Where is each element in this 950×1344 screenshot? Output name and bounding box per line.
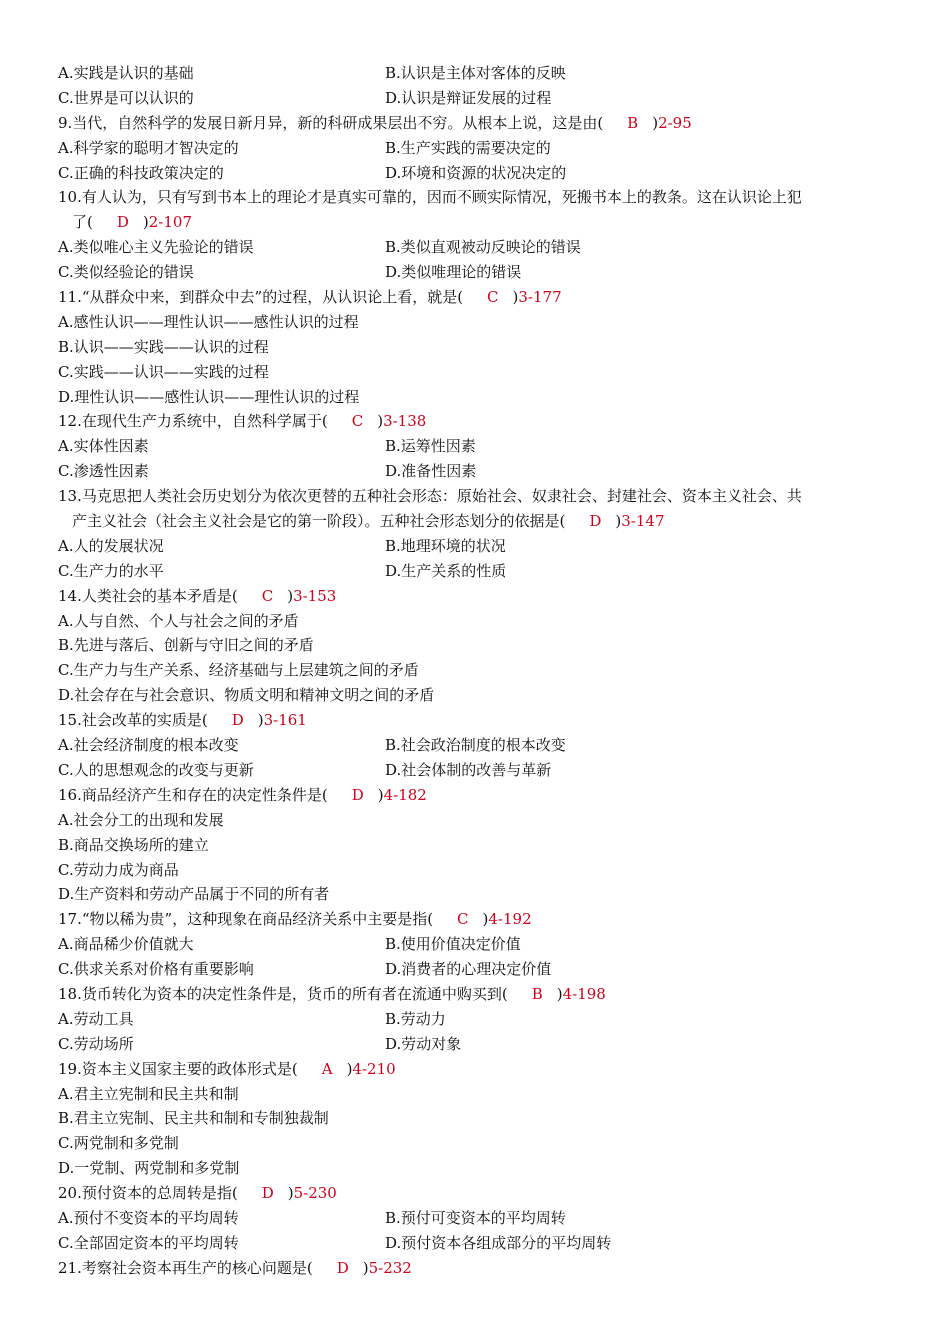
answer-letter: C	[457, 910, 469, 929]
question-stem	[58, 409, 898, 434]
answer-letter: D	[336, 1258, 349, 1277]
option-row	[58, 808, 898, 833]
option-item: C.正确的科技政策决定的	[58, 163, 224, 182]
question-text: 13.马克思把人类社会历史划分为依次更替的五种社会形态：原始社会、奴隶社会、封建社会、资本主义社会、共	[58, 487, 802, 506]
option-item: A.实体性因素	[58, 437, 149, 456]
option-item: A.社会经济制度的根本改变	[58, 736, 239, 755]
page-reference: 3-177	[518, 288, 562, 307]
answer-letter: C	[351, 412, 364, 431]
option-row	[58, 434, 898, 459]
close-paren: )	[556, 984, 563, 1003]
question-stem	[58, 783, 898, 808]
question-list	[58, 111, 898, 1281]
exam-page	[58, 61, 898, 1281]
answer-letter: D	[589, 512, 602, 531]
page-reference: 5-232	[368, 1258, 412, 1277]
question-text: 17.“物以稀为贵”，这种现象在商品经济关系中主要是指(	[58, 910, 434, 929]
question-stem	[58, 708, 898, 733]
option-c: C.世界是可以认识的	[58, 88, 194, 107]
option-item: A.社会分工的出现和发展	[58, 810, 224, 829]
question-stem	[58, 484, 898, 509]
close-paren: )	[482, 910, 489, 929]
page-reference: 3-147	[621, 512, 665, 531]
close-paren: )	[362, 1258, 369, 1277]
option-row	[58, 534, 898, 559]
close-paren: )	[142, 213, 149, 232]
option-item: D.理性认识——感性认识——理性认识的过程	[58, 387, 360, 406]
option-item: C.劳动力成为商品	[58, 860, 179, 879]
option-item: B.生产实践的需要决定的	[385, 138, 551, 157]
option-row	[58, 385, 898, 410]
option-item: C.供求关系对价格有重要影响	[58, 960, 254, 979]
option-row	[58, 235, 898, 260]
option-item: D.消费者的心理决定价值	[385, 960, 552, 979]
option-row	[58, 1106, 898, 1131]
question-text: 产主义社会（社会主义社会是它的第一阶段）。五种社会形态划分的依据是(	[72, 512, 566, 531]
option-item: D.生产关系的性质	[385, 561, 507, 580]
option-item: B.运筹性因素	[385, 437, 476, 456]
option-item: B.预付可变资本的平均周转	[385, 1208, 566, 1227]
option-item: B.商品交换场所的建立	[58, 835, 209, 854]
close-paren: )	[287, 586, 294, 605]
option-row	[58, 1007, 898, 1032]
option-row	[58, 758, 898, 783]
page-reference: 3-161	[263, 711, 307, 730]
option-row	[58, 459, 898, 484]
option-item: A.预付不变资本的平均周转	[58, 1208, 239, 1227]
page-reference: 4-182	[383, 785, 427, 804]
option-item: D.生产资料和劳动产品属于不同的所有者	[58, 885, 330, 904]
option-item: D.社会存在与社会意识、物质文明和精神文明之间的矛盾	[58, 686, 435, 705]
option-d: D.认识是辩证发展的过程	[385, 88, 552, 107]
option-item: B.认识——实践——认识的过程	[58, 337, 269, 356]
option-row	[58, 1156, 898, 1181]
option-item: D.预付资本各组成部分的平均周转	[385, 1233, 612, 1252]
option-b: B.认识是主体对客体的反映	[385, 64, 566, 82]
close-paren: )	[346, 1059, 353, 1078]
answer-letter: D	[116, 213, 129, 232]
option-item: A.人与自然、个人与社会之间的矛盾	[58, 611, 299, 630]
option-row	[58, 260, 898, 285]
option-item: A.人的发展状况	[58, 536, 164, 555]
option-row	[58, 633, 898, 658]
question-stem	[58, 982, 898, 1007]
answer-letter: C	[261, 586, 274, 605]
page-reference: 5-230	[293, 1184, 337, 1203]
answer-letter: D	[261, 1184, 274, 1203]
option-item: B.类似直观被动反映论的错误	[385, 238, 581, 257]
option-row	[58, 932, 898, 957]
option-item: D.一党制、两党制和多党制	[58, 1159, 240, 1178]
option-item: B.使用价值决定价值	[385, 935, 521, 954]
close-paren: )	[287, 1184, 294, 1203]
option-item: D.准备性因素	[385, 462, 477, 481]
option-row	[58, 683, 898, 708]
page-reference: 3-153	[293, 586, 337, 605]
option-item: A.感性认识——理性认识——感性认识的过程	[58, 312, 359, 331]
close-paren: )	[512, 288, 519, 307]
answer-letter: D	[231, 711, 244, 730]
option-item: A.类似唯心主义先验论的错误	[58, 238, 254, 257]
close-paren: )	[615, 512, 622, 531]
option-item: A.科学家的聪明才智决定的	[58, 138, 239, 157]
close-paren: )	[652, 113, 659, 132]
option-item: C.劳动场所	[58, 1034, 134, 1053]
page-reference: 3-138	[383, 412, 427, 431]
question-text: 了(	[72, 213, 93, 232]
lead-option-row	[58, 61, 898, 86]
option-item: C.全部固定资本的平均周转	[58, 1233, 239, 1252]
close-paren: )	[257, 711, 264, 730]
question-stem	[58, 111, 898, 136]
question-text: 9.当代，自然科学的发展日新月异，新的科研成果层出不穷。从根本上说，这是由(	[58, 113, 604, 132]
answer-letter: B	[531, 984, 543, 1003]
option-row	[58, 136, 898, 161]
option-item: D.环境和资源的状况决定的	[385, 163, 567, 182]
question-stem	[58, 1057, 898, 1082]
option-row	[58, 1082, 898, 1107]
option-item: B.劳动力	[385, 1009, 446, 1028]
page-reference: 4-198	[562, 984, 606, 1003]
option-row	[58, 1206, 898, 1231]
question-text: 21.考察社会资本再生产的核心问题是(	[58, 1258, 313, 1277]
option-item: A.君主立宪制和民主共和制	[58, 1084, 239, 1103]
question-text: 14.人类社会的基本矛盾是(	[58, 586, 238, 605]
question-text: 19.资本主义国家主要的政体形式是(	[58, 1059, 298, 1078]
option-row	[58, 1032, 898, 1057]
question-text: 15.社会改革的实质是(	[58, 711, 208, 730]
question-stem-continuation	[58, 210, 898, 235]
lead-option-row	[58, 86, 898, 111]
page-reference: 4-210	[352, 1059, 396, 1078]
option-row	[58, 1131, 898, 1156]
option-row	[58, 1231, 898, 1256]
answer-letter: D	[351, 785, 364, 804]
page-reference: 2-95	[658, 113, 692, 132]
page-reference: 4-192	[488, 910, 532, 929]
option-row	[58, 957, 898, 982]
option-row	[58, 658, 898, 683]
question-text: 20.预付资本的总周转是指(	[58, 1184, 238, 1203]
option-item: C.两党制和多党制	[58, 1134, 179, 1153]
question-text: 11.“从群众中来，到群众中去”的过程，从认识论上看，就是(	[58, 288, 464, 307]
option-item: A.商品稀少价值就大	[58, 935, 194, 954]
option-item: C.类似经验论的错误	[58, 263, 194, 282]
question-stem	[58, 907, 898, 932]
option-item: C.人的思想观念的改变与更新	[58, 760, 254, 779]
option-row	[58, 559, 898, 584]
option-row	[58, 882, 898, 907]
option-item: B.社会政治制度的根本改变	[385, 736, 566, 755]
option-row	[58, 161, 898, 186]
option-item: C.渗透性因素	[58, 462, 149, 481]
close-paren: )	[377, 785, 384, 804]
close-paren: )	[377, 412, 384, 431]
question-stem	[58, 584, 898, 609]
option-row	[58, 335, 898, 360]
option-row	[58, 733, 898, 758]
option-item: C.生产力的水平	[58, 561, 164, 580]
question-stem	[58, 285, 898, 310]
option-row	[58, 609, 898, 634]
question-text: 16.商品经济产生和存在的决定性条件是(	[58, 785, 328, 804]
question-stem	[58, 185, 898, 210]
option-item: D.社会体制的改善与革新	[385, 760, 552, 779]
option-item: D.类似唯理论的错误	[385, 263, 522, 282]
option-item: C.生产力与生产关系、经济基础与上层建筑之间的矛盾	[58, 661, 419, 680]
option-row	[58, 310, 898, 335]
answer-letter: C	[487, 288, 499, 307]
option-row	[58, 858, 898, 883]
answer-letter: B	[627, 113, 639, 132]
question-stem-continuation	[58, 509, 898, 534]
option-item: B.君主立宪制、民主共和制和专制独裁制	[58, 1109, 329, 1128]
question-stem	[58, 1181, 898, 1206]
option-row	[58, 360, 898, 385]
question-text: 10.有人认为，只有写到书本上的理论才是真实可靠的，因而不顾实际情况，死搬书本上的教条。这在认识论上犯	[58, 188, 802, 207]
option-item: A.劳动工具	[58, 1009, 134, 1028]
question-text: 18.货币转化为资本的决定性条件是，货币的所有者在流通中购买到(	[58, 984, 508, 1003]
question-stem	[58, 1256, 898, 1281]
page-reference: 2-107	[148, 213, 192, 232]
option-row	[58, 833, 898, 858]
option-item: D.劳动对象	[385, 1034, 462, 1053]
option-item: C.实践——认识——实践的过程	[58, 362, 269, 381]
option-a: A.实践是认识的基础	[58, 64, 194, 82]
answer-letter: A	[321, 1059, 333, 1078]
question-text: 12.在现代生产力系统中，自然科学属于(	[58, 412, 328, 431]
option-item: B.先进与落后、创新与守旧之间的矛盾	[58, 636, 314, 655]
option-item: B.地理环境的状况	[385, 536, 506, 555]
